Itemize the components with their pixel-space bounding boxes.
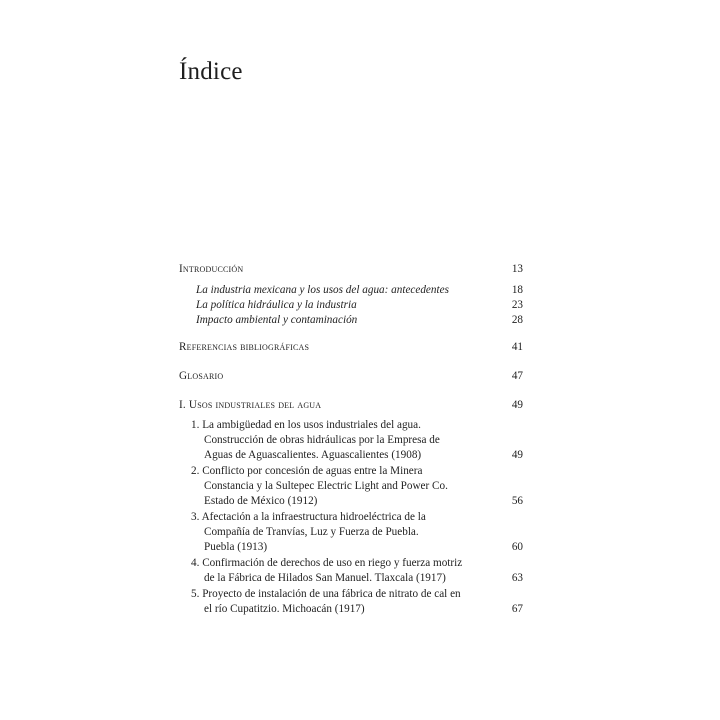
toc-entry-page: 56 (511, 495, 523, 507)
toc-entry-page: 67 (511, 603, 523, 615)
toc-entry-label: I. Usos industriales del agua (179, 399, 322, 411)
toc-entry-label: Compañía de Tranvías, Luz y Fuerza de Puebla. (204, 526, 419, 538)
toc-entry-label: Puebla (1913) (204, 541, 268, 553)
toc-entry-label: Impacto ambiental y contaminación (196, 314, 358, 326)
toc-entry-page: 13 (511, 263, 523, 275)
toc-entry-label: el río Cupatitzio. Michoacán (1917) (204, 603, 365, 615)
toc-entry-label: Glosario (179, 370, 224, 382)
toc-entry-label: Referencias bibliográficas (179, 341, 310, 353)
page-title: Índice (179, 58, 243, 85)
toc-entry-label: Construcción de obras hidráulicas por la Empresa de (204, 434, 440, 446)
toc-entry-page: 60 (511, 541, 523, 553)
toc-entry-label: de la Fábrica de Hilados San Manuel. Tlaxcala (1917) (204, 572, 446, 584)
toc-entry-label: La industria mexicana y los usos del agua: antecedentes (196, 284, 449, 296)
toc-entry-page: 18 (511, 284, 523, 296)
toc-entry-label: 5. Proyecto de instalación de una fábrica de nitrato de cal en (191, 588, 461, 600)
toc-entry-page: 23 (511, 299, 523, 311)
toc-entry-label: La política hidráulica y la industria (196, 299, 357, 311)
toc-entry-page: 49 (511, 449, 523, 461)
toc-entry-label: Estado de México (1912) (204, 495, 318, 507)
toc-entry-page: 41 (511, 341, 523, 353)
toc-entry-label: 3. Afectación a la infraestructura hidroeléctrica de la (191, 511, 426, 523)
toc-entry-page: 47 (511, 370, 523, 382)
toc-entry-page: 28 (511, 314, 523, 326)
toc-entry-label: Introducción (179, 263, 244, 275)
toc-entry-page: 49 (511, 399, 523, 411)
toc-entry-label: 1. La ambigüedad en los usos industriales del agua. (191, 419, 421, 431)
toc-entry-page: 63 (511, 572, 523, 584)
toc-entry-label: Constancia y la Sultepec Electric Light and Power Co. (204, 480, 448, 492)
toc-entry-label: Aguas de Aguascalientes. Aguascalientes (1908) (204, 449, 422, 461)
toc-entry-label: 4. Confirmación de derechos de uso en riego y fuerza motriz (191, 557, 463, 569)
toc-entry-label: 2. Conflicto por concesión de aguas entre la Minera (191, 465, 423, 477)
